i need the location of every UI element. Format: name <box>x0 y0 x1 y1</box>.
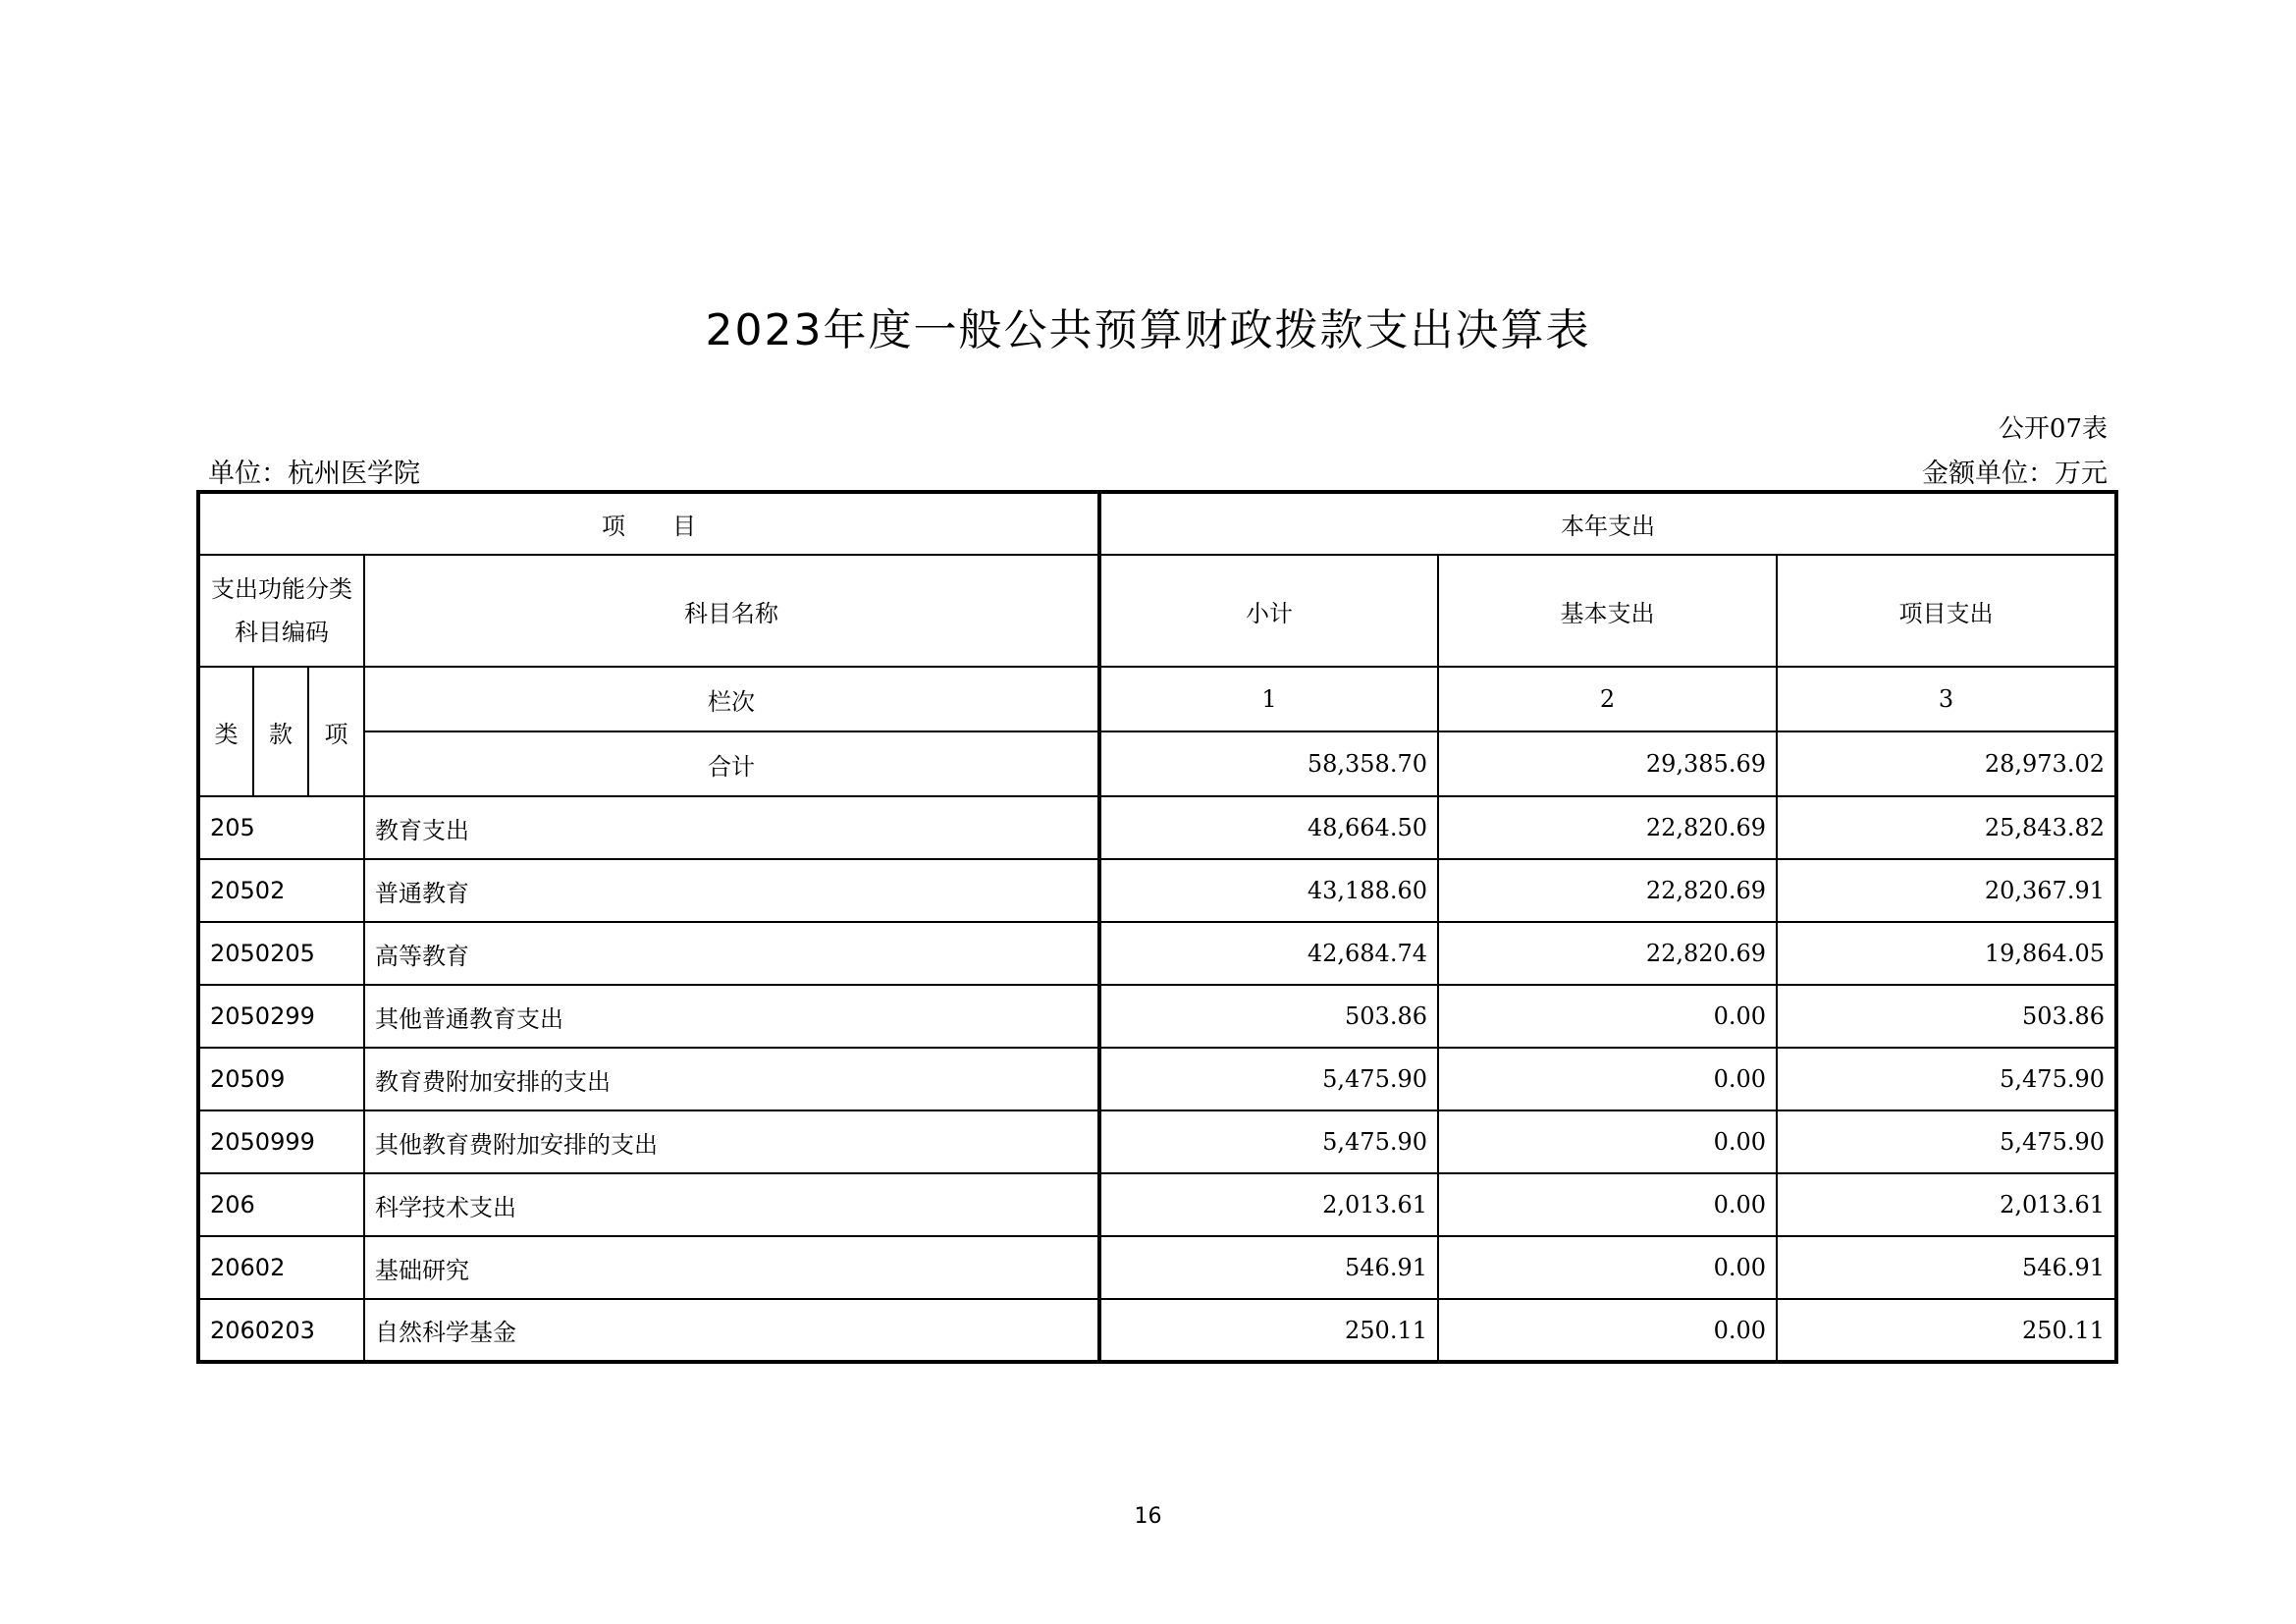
row-code: 2050999 <box>198 1110 364 1173</box>
row-basic: 0.00 <box>1438 1236 1777 1299</box>
form-number: 公开07表 <box>1998 414 2108 444</box>
header-current-year: 本年支出 <box>1099 492 2116 555</box>
row-subtotal: 250.11 <box>1099 1299 1438 1362</box>
unit-label: 单位：杭州医学院 <box>208 459 420 489</box>
row-project: 20,367.91 <box>1777 859 2116 922</box>
row-subtotal: 5,475.90 <box>1099 1110 1438 1173</box>
row-name: 其他教育费附加安排的支出 <box>364 1110 1099 1173</box>
row-name: 普通教育 <box>364 859 1099 922</box>
header-basic: 基本支出 <box>1438 555 1777 667</box>
row-basic: 22,820.69 <box>1438 796 1777 859</box>
table-row <box>198 796 2116 859</box>
row-subtotal: 546.91 <box>1099 1236 1438 1299</box>
row-code: 205 <box>198 796 364 859</box>
row-subtotal: 2,013.61 <box>1099 1173 1438 1236</box>
row-code: 2060203 <box>198 1299 364 1362</box>
header-subtotal: 小计 <box>1099 555 1438 667</box>
header-col2: 2 <box>1438 667 1777 731</box>
table-row <box>198 859 2116 922</box>
row-basic: 22,820.69 <box>1438 859 1777 922</box>
row-name: 教育支出 <box>364 796 1099 859</box>
table-row <box>198 1299 2116 1362</box>
row-name: 高等教育 <box>364 922 1099 985</box>
row-basic: 0.00 <box>1438 1110 1777 1173</box>
table-row <box>198 1236 2116 1299</box>
header-column-order: 栏次 <box>364 667 1099 731</box>
total-subtotal: 58,358.70 <box>1099 731 1438 796</box>
header-name-label: 科目名称 <box>364 555 1099 667</box>
total-project: 28,973.02 <box>1777 731 2116 796</box>
row-name: 自然科学基金 <box>364 1299 1099 1362</box>
row-subtotal: 43,188.60 <box>1099 859 1438 922</box>
row-subtotal: 503.86 <box>1099 985 1438 1048</box>
amount-unit-label: 金额单位：万元 <box>1922 459 2108 489</box>
row-subtotal: 42,684.74 <box>1099 922 1438 985</box>
header-col1: 1 <box>1099 667 1438 731</box>
row-code: 20509 <box>198 1048 364 1110</box>
row-project: 5,475.90 <box>1777 1110 2116 1173</box>
row-basic: 0.00 <box>1438 1299 1777 1362</box>
row-code: 20502 <box>198 859 364 922</box>
table-row <box>198 1048 2116 1110</box>
total-label: 合计 <box>364 731 1099 796</box>
table-row <box>198 922 2116 985</box>
row-subtotal: 48,664.50 <box>1099 796 1438 859</box>
header-col3: 3 <box>1777 667 2116 731</box>
row-project: 2,013.61 <box>1777 1173 2116 1236</box>
row-code: 2050205 <box>198 922 364 985</box>
row-name: 教育费附加安排的支出 <box>364 1048 1099 1110</box>
row-project: 19,864.05 <box>1777 922 2116 985</box>
row-project: 503.86 <box>1777 985 2116 1048</box>
page-title: 2023年度一般公共预算财政拨款支出决算表 <box>705 305 1591 355</box>
row-project: 546.91 <box>1777 1236 2116 1299</box>
row-subtotal: 5,475.90 <box>1099 1048 1438 1110</box>
row-basic: 0.00 <box>1438 1173 1777 1236</box>
row-project: 5,475.90 <box>1777 1048 2116 1110</box>
row-basic: 0.00 <box>1438 1048 1777 1110</box>
header-xiang: 项 <box>308 667 364 796</box>
table-row <box>198 985 2116 1048</box>
row-name: 科学技术支出 <box>364 1173 1099 1236</box>
header-project: 项 目 <box>198 492 1099 555</box>
row-name: 基础研究 <box>364 1236 1099 1299</box>
row-basic: 22,820.69 <box>1438 922 1777 985</box>
table-row <box>198 1173 2116 1236</box>
header-kuan: 款 <box>253 667 308 796</box>
row-basic: 0.00 <box>1438 985 1777 1048</box>
page-number: 16 <box>1134 1504 1162 1529</box>
row-code: 20602 <box>198 1236 364 1299</box>
header-code-label: 支出功能分类科目编码 <box>198 555 364 667</box>
total-row <box>198 731 2116 796</box>
expenditure-table <box>196 490 2118 1364</box>
table-row <box>198 1110 2116 1173</box>
row-code: 206 <box>198 1173 364 1236</box>
row-name: 其他普通教育支出 <box>364 985 1099 1048</box>
row-code: 2050299 <box>198 985 364 1048</box>
header-project-exp: 项目支出 <box>1777 555 2116 667</box>
total-basic: 29,385.69 <box>1438 731 1777 796</box>
row-project: 250.11 <box>1777 1299 2116 1362</box>
header-lei: 类 <box>198 667 253 796</box>
row-project: 25,843.82 <box>1777 796 2116 859</box>
